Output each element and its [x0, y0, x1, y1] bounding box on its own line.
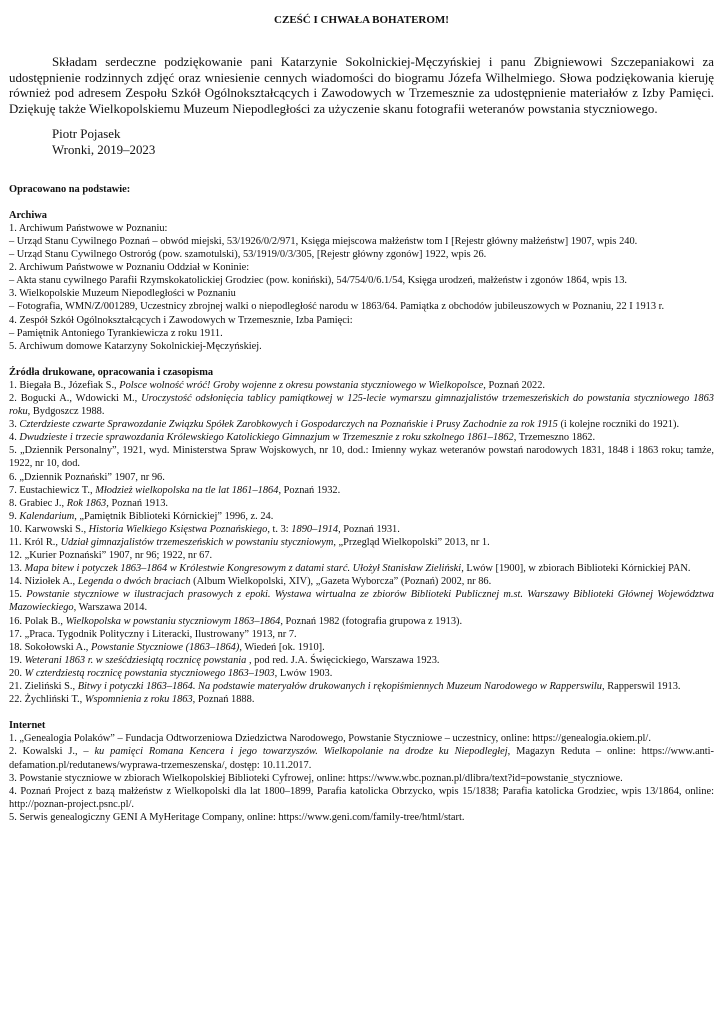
internet-section: [9, 719, 714, 824]
citation-text: 13.: [9, 563, 25, 575]
citation-text: 4.: [9, 432, 20, 444]
printed-source-item: [9, 575, 714, 588]
archive-line: – Fotografia, WMN/Z/001289, Uczestnicy zbrojnej walki o niepodległość narodu w 1863/64. Pamiątka z obchodów jubileuszowych w Poznaniu, 22 I 1913 r.: [9, 301, 665, 313]
page-title: CZEŚĆ I CHWAŁA BOHATEROM!: [274, 14, 449, 26]
citation-text: , Poznań 1982 (fotografia grupowa z 1913).: [280, 615, 463, 627]
italic-title: Historia Wielkiego Księstwa Poznańskiego: [88, 523, 268, 535]
printed-source-item: [9, 536, 714, 549]
italic-title: Kalendarium: [19, 510, 75, 522]
italic-title: Wspomnienia z roku 1863: [84, 694, 193, 706]
archive-line: 5. Archiwum domowe Katarzyny Sokolnickiej-Męczyńskiej.: [9, 340, 262, 352]
archive-line: 4. Zespół Szkół Ogólnokształcących i Zawodowych w Trzemesznie, Izba Pamięci:: [9, 314, 353, 326]
place-date: Wronki, 2019–2023: [52, 143, 156, 158]
citation-text: 17. „Praca. Tygodnik Polityczny i Literacki, Ilustrowany” 1913, nr 7.: [9, 628, 297, 640]
citation-text: 2. Kowalski J.,: [9, 746, 84, 758]
citation-text: 6. „Dziennik Poznański” 1907, nr 96.: [9, 471, 165, 483]
printed-source-item: [9, 431, 714, 444]
citation-text: , Bydgoszcz 1988.: [27, 406, 105, 418]
italic-title: Powstanie Styczniowe (1863–1864): [90, 641, 240, 653]
archive-line: – Urząd Stanu Cywilnego Poznań – obwód miejski, 53/1926/0/2/971, Księga miejscowa małżeństw tom I [Rejestr główny małżeństw] 1907, wpis 240.: [9, 235, 638, 247]
citation-text: 16. Polak B.,: [9, 615, 66, 627]
citation-text: , Rapperswil 1913.: [602, 681, 681, 693]
citation-text: , Poznań 1932.: [278, 484, 341, 496]
printed-source-item: [9, 549, 714, 562]
italic-title: Wielkopolska w powstaniu styczniowym 1863–1864: [65, 615, 281, 627]
citation-text: 3. Powstanie styczniowe w zbiorach Wielkopolskiej Biblioteki Cyfrowej, online: https://www.wbc.poznan.pl/dlibra/text?id=powstanie_styczniowe.: [9, 772, 623, 784]
citation-text: 5. „Dziennik Personalny”, 1921, wyd. Ministerstwa Spraw Wojskowych, nr 10, dod.: Imienny wykaz weteranów powstań narodowych 1831, 1848 i 1863 roku; tamże, 1922, nr 10, dod.: [9, 445, 714, 470]
printed-source-item: [9, 418, 714, 431]
internet-source-item: [9, 772, 714, 785]
citation-text: , Lwów [1900], w zbiorach Biblioteki Kórnickiej PAN.: [461, 563, 691, 575]
italic-title: Mapa bitew i potyczek 1863–1864 w Królestwie Kongresowym z datami starć. Ułożył Stanisław Zieliński: [24, 563, 462, 575]
citation-text: (Album Wielkopolski, XIV), „Gazeta Wyborcza” (Poznań) 2002, nr 86.: [190, 576, 492, 588]
citation-text: , Poznań 2022.: [483, 379, 546, 391]
archives-heading: Archiwa: [9, 209, 47, 221]
citation-text: 10. Karwowski S.,: [9, 523, 89, 535]
citation-text: 5. Serwis genealogiczny GENI A MyHeritage Company, online: https://www.geni.com/family-tree/html/start.: [9, 811, 465, 823]
printed-source-item: [9, 693, 714, 706]
internet-heading: Internet: [9, 720, 46, 732]
citation-text: 8. Grabiec J.,: [9, 497, 67, 509]
archive-line: 1. Archiwum Państwowe w Poznaniu:: [9, 222, 168, 234]
archive-line: 3. Wielkopolskie Muzeum Niepodległości w Poznaniu: [9, 288, 236, 300]
citation-text: 7. Eustachiewicz T.,: [9, 484, 96, 496]
italic-title: Polsce wolność wróć! Groby wojenne z okresu powstania styczniowego w Wielkopolsce: [119, 379, 484, 391]
citation-text: 21. Zieliński S.,: [9, 681, 78, 693]
archive-line: – Pamiętnik Antoniego Tyrankiewicza z roku 1911.: [9, 327, 223, 339]
printed-source-item: [9, 667, 714, 680]
printed-source-item: [9, 628, 714, 641]
citation-text: 9.: [9, 510, 20, 522]
archive-line: – Urząd Stanu Cywilnego Ostroróg (pow. szamotulski), 53/1919/0/3/305, [Rejestr główny zgonów] 1922, wpis 26.: [9, 249, 487, 261]
citation-text: 14. Niziołek A.,: [9, 576, 78, 588]
citation-text: 4. Poznań Project z bazą małżeństw z Wielkopolski dla lat 1800–1899, Parafia katolicka Obrzycko, wpis 15/1838; Parafia katolicka Grodziec, wpis 13/1864, online: http://poznan-project.psnc.pl/.: [9, 785, 714, 810]
archives-section: [9, 209, 714, 353]
italic-title: Młodzież wielkopolska na tle lat 1861–1864: [95, 484, 279, 496]
citation-text: 20.: [9, 667, 25, 679]
printed-source-item: [9, 523, 714, 536]
citation-text: , t. 3:: [267, 523, 292, 535]
printed-sources-section: [9, 366, 714, 706]
archive-line: 2. Archiwum Państwowe w Poznaniu Oddział w Koninie:: [9, 262, 250, 274]
printed-source-item: [9, 379, 714, 392]
internet-source-item: [9, 732, 714, 745]
citation-text: , Poznań 1913.: [106, 497, 169, 509]
author-name: Piotr Pojasek: [52, 127, 121, 142]
printed-source-item: [9, 588, 714, 614]
sources-heading: Opracowano na podstawie:: [9, 183, 131, 195]
citation-text: , Wiedeń [ok. 1910].: [239, 641, 325, 653]
citation-text: , Magazyn Reduta – online: https://www.anti-defamation.pl/redutanews/wyprawa-trzemeszenska/, dostęp: 10.11.2017.: [9, 746, 714, 771]
printed-source-item: [9, 680, 714, 693]
citation-text: 22. Żychliński T.,: [9, 694, 85, 706]
citation-text: 11. Król R.,: [9, 537, 61, 548]
printed-source-item: [9, 392, 714, 418]
citation-text: 3.: [9, 419, 20, 431]
printed-source-item: [9, 484, 714, 497]
citation-text: , pod red. J.A. Święcickiego, Warszawa 1923.: [246, 654, 440, 666]
citation-text: 12. „Kurier Poznański” 1907, nr 96; 1922, nr 67.: [9, 550, 213, 562]
internet-sources-list: [9, 732, 714, 824]
citation-text: , Poznań 1931.: [338, 523, 400, 535]
printed-source-item: [9, 471, 714, 484]
printed-source-item: [9, 562, 714, 575]
printed-source-item: [9, 497, 714, 510]
acknowledgement-paragraph: Składam serdeczne podziękowanie pani Katarzynie Sokolnickiej-Męczyńskiej i panu Zbigniewowi Szczepaniakowi za udostępnienie rodzinnych zdjęć oraz wniesienie cennych wiadomości do biogramu Józefa Wilhelmiego. Słowa podziękowania kieruję również pod adresem Zespołu Szkół Ogólnokształcących i Zawodowych w Trzemesznie za udostępnienie materiałów z Izby Pamięci. Dziękuję także Wielkopolskiemu Muzeum Niepodległości za użyczenie skanu fotografii weteranów powstania styczniowego.: [9, 55, 714, 116]
italic-title: Powstanie styczniowe w ilustracjach prasowych z epoki. Wystawa wirtualna ze zbiorów Biblioteki Publicznej m.st. Warszawy Biblioteki Głównej Województwa Mazowieckiego: [9, 589, 714, 614]
italic-title: Dwudzieste i trzecie sprawozdania Królewskiego Katolickiego Gimnazjum w Trzemesznie z roku szkolnego 1861–1862: [19, 432, 514, 444]
italic-title: – ku pamięci Romana Kencera i jego towarzyszów. Wielkopolanie na drodze ku Niepodległej: [83, 746, 508, 758]
italic-title: Udział gimnazjalistów trzemeszeńskich w powstaniu styczniowym: [60, 537, 334, 548]
printed-sources-heading: Źródła drukowane, opracowania i czasopisma: [9, 366, 214, 378]
citation-text: , „Przegląd Wielkopolski” 2013, nr 1.: [333, 537, 490, 548]
citation-text: (i kolejne roczniki do 1921).: [557, 419, 680, 431]
italic-title: 1890–1914: [291, 523, 339, 535]
printed-source-item: [9, 654, 714, 667]
citation-text: 1. „Genealogia Polaków” – Fundacja Odtworzeniowa Dziedzictwa Narodowego, Powstanie Styczniowe – uczestnicy, online: https://genealogia.okiem.pl/.: [9, 733, 651, 745]
citation-text: 15.: [9, 589, 27, 601]
italic-title: Czterdzieste czwarte Sprawozdanie Związku Spółek Zarobkowych i Gospodarczych na Poznańskie i Prusy Zachodnie za rok 1915: [19, 419, 558, 431]
internet-source-item: [9, 811, 714, 824]
italic-title: Uroczystość odsłonięcia tablicy pamiątkowej w 125-lecie wymarszu gimnazjalistów trzemeszeńskich do powstania styczniowego 1863 roku: [9, 392, 714, 418]
printed-source-item: [9, 444, 714, 470]
citation-text: , Poznań 1888.: [192, 694, 255, 706]
citation-text: , „Pamiętnik Biblioteki Kórnickiej” 1996, z. 24.: [74, 510, 274, 522]
internet-source-item: [9, 785, 714, 811]
citation-text: , Lwów 1903.: [274, 667, 333, 679]
italic-title: Weterani 1863 r. w sześćdziesiątą rocznicę powstania: [24, 654, 247, 666]
italic-title: Bitwy i potyczki 1863–1864. Na podstawie materyałów drukowanych i rękopiśmiennych Muzeum Narodowego w Rapperswilu: [77, 681, 602, 693]
archive-line: – Akta stanu cywilnego Parafii Rzymskokatolickiej Grodziec (pow. koniński), 54/754/0/6.1/54, Księga urodzeń, małżeństw i zgonów 1864, wpis 13.: [9, 275, 628, 287]
citation-text: 18. Sokołowski A.,: [9, 641, 91, 653]
signature-block: [52, 127, 714, 158]
citation-text: 2. Bogucki A., Wdowicki M.,: [9, 392, 142, 404]
italic-title: Legenda o dwóch braciach: [77, 576, 191, 588]
italic-title: W czterdziestą rocznicę powstania styczniowego 1863–1903: [24, 667, 275, 679]
printed-sources-list: [9, 379, 714, 706]
internet-source-item: [9, 745, 714, 771]
printed-source-item: [9, 641, 714, 654]
citation-text: 19.: [9, 654, 25, 666]
citation-text: , Warszawa 2014.: [73, 602, 148, 614]
printed-source-item: [9, 615, 714, 628]
citation-text: 1. Biegała B., Józefiak S.,: [9, 379, 120, 391]
citation-text: , Trzemeszno 1862.: [513, 432, 596, 444]
italic-title: Rok 1863: [66, 497, 107, 509]
printed-source-item: [9, 510, 714, 523]
